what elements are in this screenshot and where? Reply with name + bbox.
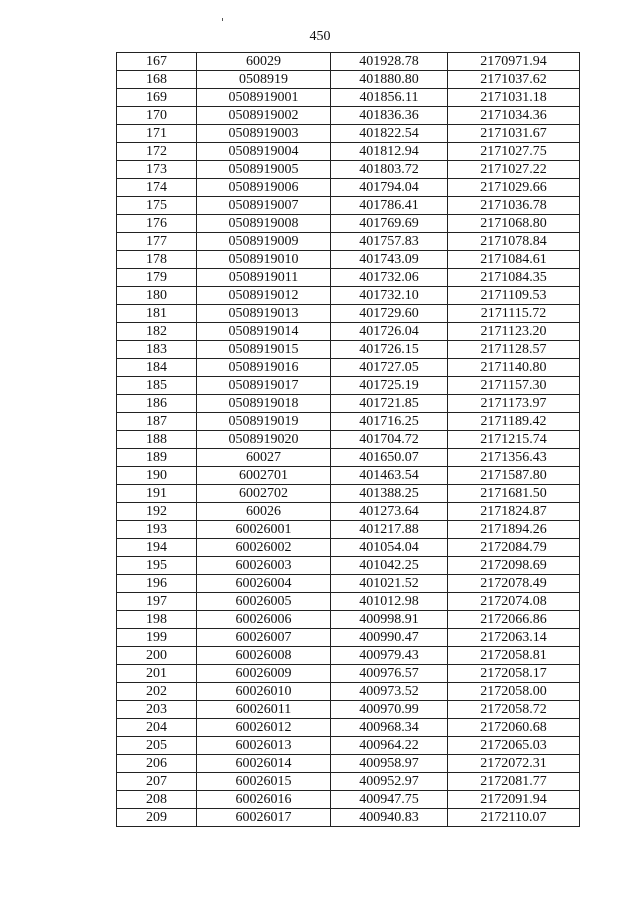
table-row — [117, 161, 580, 179]
point-number-cell: 190 — [117, 467, 197, 485]
x-coordinate-cell: 400998.91 — [331, 611, 448, 629]
x-coordinate-cell: 400958.97 — [331, 755, 448, 773]
point-number-cell: 207 — [117, 773, 197, 791]
table-row — [117, 89, 580, 107]
y-coordinate-cell: 2171034.36 — [448, 107, 580, 125]
point-number-cell: 203 — [117, 701, 197, 719]
table-row — [117, 809, 580, 827]
x-coordinate-cell: 401217.88 — [331, 521, 448, 539]
point-number-cell: 175 — [117, 197, 197, 215]
x-coordinate-cell: 401836.36 — [331, 107, 448, 125]
table-row — [117, 125, 580, 143]
y-coordinate-cell: 2172098.69 — [448, 557, 580, 575]
x-coordinate-cell: 401803.72 — [331, 161, 448, 179]
point-code-cell: 0508919010 — [197, 251, 331, 269]
point-number-cell: 199 — [117, 629, 197, 647]
point-number-cell: 173 — [117, 161, 197, 179]
table-row — [117, 287, 580, 305]
y-coordinate-cell: 2172081.77 — [448, 773, 580, 791]
x-coordinate-cell: 401388.25 — [331, 485, 448, 503]
point-number-cell: 181 — [117, 305, 197, 323]
x-coordinate-cell: 401721.85 — [331, 395, 448, 413]
point-code-cell: 0508919013 — [197, 305, 331, 323]
point-number-cell: 172 — [117, 143, 197, 161]
x-coordinate-cell: 401786.41 — [331, 197, 448, 215]
table-row — [117, 665, 580, 683]
x-coordinate-cell: 401794.04 — [331, 179, 448, 197]
point-code-cell: 60026002 — [197, 539, 331, 557]
x-coordinate-cell: 401054.04 — [331, 539, 448, 557]
point-code-cell: 0508919005 — [197, 161, 331, 179]
x-coordinate-cell: 401716.25 — [331, 413, 448, 431]
x-coordinate-cell: 400976.57 — [331, 665, 448, 683]
point-code-cell: 0508919 — [197, 71, 331, 89]
point-number-cell: 197 — [117, 593, 197, 611]
point-code-cell: 60029 — [197, 53, 331, 71]
point-number-cell: 195 — [117, 557, 197, 575]
y-coordinate-cell: 2171215.74 — [448, 431, 580, 449]
point-code-cell: 60026012 — [197, 719, 331, 737]
point-code-cell: 60026008 — [197, 647, 331, 665]
x-coordinate-cell: 401012.98 — [331, 593, 448, 611]
y-coordinate-cell: 2171128.57 — [448, 341, 580, 359]
y-coordinate-cell: 2171157.30 — [448, 377, 580, 395]
point-code-cell: 0508919014 — [197, 323, 331, 341]
x-coordinate-cell: 401732.06 — [331, 269, 448, 287]
point-code-cell: 0508919020 — [197, 431, 331, 449]
y-coordinate-cell: 2172066.86 — [448, 611, 580, 629]
x-coordinate-cell: 401704.72 — [331, 431, 448, 449]
x-coordinate-cell: 400970.99 — [331, 701, 448, 719]
x-coordinate-cell: 401042.25 — [331, 557, 448, 575]
point-number-cell: 193 — [117, 521, 197, 539]
point-code-cell: 0508919008 — [197, 215, 331, 233]
y-coordinate-cell: 2171027.75 — [448, 143, 580, 161]
x-coordinate-cell: 401769.69 — [331, 215, 448, 233]
point-code-cell: 0508919007 — [197, 197, 331, 215]
point-code-cell: 60026001 — [197, 521, 331, 539]
point-number-cell: 180 — [117, 287, 197, 305]
point-code-cell: 0508919004 — [197, 143, 331, 161]
point-number-cell: 209 — [117, 809, 197, 827]
table-row — [117, 593, 580, 611]
x-coordinate-cell: 401463.54 — [331, 467, 448, 485]
y-coordinate-cell: 2171681.50 — [448, 485, 580, 503]
point-code-cell: 60026013 — [197, 737, 331, 755]
table-row — [117, 323, 580, 341]
point-number-cell: 198 — [117, 611, 197, 629]
point-code-cell: 60026011 — [197, 701, 331, 719]
y-coordinate-cell: 2172074.08 — [448, 593, 580, 611]
y-coordinate-cell: 2172058.72 — [448, 701, 580, 719]
y-coordinate-cell: 2171027.22 — [448, 161, 580, 179]
point-number-cell: 185 — [117, 377, 197, 395]
x-coordinate-cell: 400979.43 — [331, 647, 448, 665]
table-row — [117, 467, 580, 485]
point-number-cell: 200 — [117, 647, 197, 665]
point-code-cell: 0508919018 — [197, 395, 331, 413]
table-row — [117, 683, 580, 701]
x-coordinate-cell: 401729.60 — [331, 305, 448, 323]
table-row — [117, 647, 580, 665]
x-coordinate-cell: 401727.05 — [331, 359, 448, 377]
point-number-cell: 184 — [117, 359, 197, 377]
x-coordinate-cell: 401273.64 — [331, 503, 448, 521]
point-code-cell: 0508919006 — [197, 179, 331, 197]
x-coordinate-cell: 400947.75 — [331, 791, 448, 809]
point-number-cell: 186 — [117, 395, 197, 413]
table-row — [117, 701, 580, 719]
x-coordinate-cell: 401880.80 — [331, 71, 448, 89]
y-coordinate-cell: 2171894.26 — [448, 521, 580, 539]
point-number-cell: 176 — [117, 215, 197, 233]
point-number-cell: 206 — [117, 755, 197, 773]
x-coordinate-cell: 401928.78 — [331, 53, 448, 71]
x-coordinate-cell: 400940.83 — [331, 809, 448, 827]
y-coordinate-cell: 2172072.31 — [448, 755, 580, 773]
y-coordinate-cell: 2171587.80 — [448, 467, 580, 485]
y-coordinate-cell: 2172060.68 — [448, 719, 580, 737]
point-code-cell: 60026014 — [197, 755, 331, 773]
point-code-cell: 6002702 — [197, 485, 331, 503]
point-number-cell: 187 — [117, 413, 197, 431]
point-number-cell: 189 — [117, 449, 197, 467]
point-code-cell: 60026005 — [197, 593, 331, 611]
point-code-cell: 0508919011 — [197, 269, 331, 287]
x-coordinate-cell: 401021.52 — [331, 575, 448, 593]
coordinates-table — [116, 52, 580, 827]
table-row — [117, 233, 580, 251]
table-row — [117, 485, 580, 503]
x-coordinate-cell: 400973.52 — [331, 683, 448, 701]
x-coordinate-cell: 401757.83 — [331, 233, 448, 251]
y-coordinate-cell: 2171037.62 — [448, 71, 580, 89]
point-code-cell: 0508919012 — [197, 287, 331, 305]
x-coordinate-cell: 401725.19 — [331, 377, 448, 395]
point-number-cell: 183 — [117, 341, 197, 359]
y-coordinate-cell: 2171078.84 — [448, 233, 580, 251]
point-number-cell: 194 — [117, 539, 197, 557]
point-number-cell: 179 — [117, 269, 197, 287]
coordinates-table-body — [117, 53, 580, 827]
table-row — [117, 791, 580, 809]
table-row — [117, 71, 580, 89]
y-coordinate-cell: 2171029.66 — [448, 179, 580, 197]
point-code-cell: 60027 — [197, 449, 331, 467]
table-row — [117, 773, 580, 791]
table-row — [117, 215, 580, 233]
point-code-cell: 60026009 — [197, 665, 331, 683]
point-number-cell: 177 — [117, 233, 197, 251]
table-row — [117, 539, 580, 557]
y-coordinate-cell: 2171031.67 — [448, 125, 580, 143]
table-row — [117, 611, 580, 629]
point-number-cell: 204 — [117, 719, 197, 737]
point-code-cell: 60026015 — [197, 773, 331, 791]
table-row — [117, 251, 580, 269]
y-coordinate-cell: 2172058.00 — [448, 683, 580, 701]
y-coordinate-cell: 2171824.87 — [448, 503, 580, 521]
y-coordinate-cell: 2171031.18 — [448, 89, 580, 107]
table-row — [117, 557, 580, 575]
table-row — [117, 179, 580, 197]
y-coordinate-cell: 2171123.20 — [448, 323, 580, 341]
point-number-cell: 174 — [117, 179, 197, 197]
table-row — [117, 359, 580, 377]
point-code-cell: 0508919009 — [197, 233, 331, 251]
y-coordinate-cell: 2171173.97 — [448, 395, 580, 413]
table-row — [117, 197, 580, 215]
point-number-cell: 196 — [117, 575, 197, 593]
point-code-cell: 60026010 — [197, 683, 331, 701]
table-row — [117, 269, 580, 287]
y-coordinate-cell: 2171356.43 — [448, 449, 580, 467]
point-number-cell: 205 — [117, 737, 197, 755]
page-number: 450 — [309, 29, 331, 44]
point-number-cell: 188 — [117, 431, 197, 449]
table-row — [117, 719, 580, 737]
y-coordinate-cell: 2170971.94 — [448, 53, 580, 71]
table-row — [117, 413, 580, 431]
y-coordinate-cell: 2172084.79 — [448, 539, 580, 557]
x-coordinate-cell: 401726.04 — [331, 323, 448, 341]
point-number-cell: 191 — [117, 485, 197, 503]
table-row — [117, 503, 580, 521]
y-coordinate-cell: 2171109.53 — [448, 287, 580, 305]
table-row — [117, 737, 580, 755]
point-number-cell: 208 — [117, 791, 197, 809]
y-coordinate-cell: 2172110.07 — [448, 809, 580, 827]
point-code-cell: 60026004 — [197, 575, 331, 593]
point-number-cell: 202 — [117, 683, 197, 701]
x-coordinate-cell: 401856.11 — [331, 89, 448, 107]
point-number-cell: 168 — [117, 71, 197, 89]
table-row — [117, 575, 580, 593]
x-coordinate-cell: 401822.54 — [331, 125, 448, 143]
point-code-cell: 60026016 — [197, 791, 331, 809]
point-number-cell: 192 — [117, 503, 197, 521]
point-code-cell: 0508919001 — [197, 89, 331, 107]
table-row — [117, 377, 580, 395]
scan-mark — [222, 18, 223, 21]
y-coordinate-cell: 2172058.17 — [448, 665, 580, 683]
table-row — [117, 395, 580, 413]
point-number-cell: 201 — [117, 665, 197, 683]
point-code-cell: 0508919002 — [197, 107, 331, 125]
table-row — [117, 341, 580, 359]
x-coordinate-cell: 401726.15 — [331, 341, 448, 359]
x-coordinate-cell: 401650.07 — [331, 449, 448, 467]
table-row — [117, 107, 580, 125]
x-coordinate-cell: 400952.97 — [331, 773, 448, 791]
point-code-cell: 0508919017 — [197, 377, 331, 395]
point-code-cell: 6002701 — [197, 467, 331, 485]
point-code-cell: 0508919015 — [197, 341, 331, 359]
y-coordinate-cell: 2171084.35 — [448, 269, 580, 287]
y-coordinate-cell: 2172065.03 — [448, 737, 580, 755]
y-coordinate-cell: 2172091.94 — [448, 791, 580, 809]
point-number-cell: 167 — [117, 53, 197, 71]
y-coordinate-cell: 2171036.78 — [448, 197, 580, 215]
table-row — [117, 53, 580, 71]
point-code-cell: 0508919016 — [197, 359, 331, 377]
y-coordinate-cell: 2172078.49 — [448, 575, 580, 593]
table-row — [117, 305, 580, 323]
point-code-cell: 60026 — [197, 503, 331, 521]
y-coordinate-cell: 2171084.61 — [448, 251, 580, 269]
table-row — [117, 629, 580, 647]
point-code-cell: 60026017 — [197, 809, 331, 827]
x-coordinate-cell: 401732.10 — [331, 287, 448, 305]
point-code-cell: 0508919003 — [197, 125, 331, 143]
y-coordinate-cell: 2171115.72 — [448, 305, 580, 323]
x-coordinate-cell: 401812.94 — [331, 143, 448, 161]
point-code-cell: 60026006 — [197, 611, 331, 629]
x-coordinate-cell: 400964.22 — [331, 737, 448, 755]
point-code-cell: 60026003 — [197, 557, 331, 575]
table-row — [117, 431, 580, 449]
y-coordinate-cell: 2172063.14 — [448, 629, 580, 647]
y-coordinate-cell: 2171068.80 — [448, 215, 580, 233]
point-number-cell: 170 — [117, 107, 197, 125]
y-coordinate-cell: 2171140.80 — [448, 359, 580, 377]
table-row — [117, 449, 580, 467]
x-coordinate-cell: 400968.34 — [331, 719, 448, 737]
y-coordinate-cell: 2171189.42 — [448, 413, 580, 431]
point-code-cell: 0508919019 — [197, 413, 331, 431]
x-coordinate-cell: 400990.47 — [331, 629, 448, 647]
point-code-cell: 60026007 — [197, 629, 331, 647]
table-row — [117, 143, 580, 161]
point-number-cell: 178 — [117, 251, 197, 269]
table-row — [117, 521, 580, 539]
x-coordinate-cell: 401743.09 — [331, 251, 448, 269]
point-number-cell: 169 — [117, 89, 197, 107]
table-row — [117, 755, 580, 773]
point-number-cell: 171 — [117, 125, 197, 143]
y-coordinate-cell: 2172058.81 — [448, 647, 580, 665]
point-number-cell: 182 — [117, 323, 197, 341]
